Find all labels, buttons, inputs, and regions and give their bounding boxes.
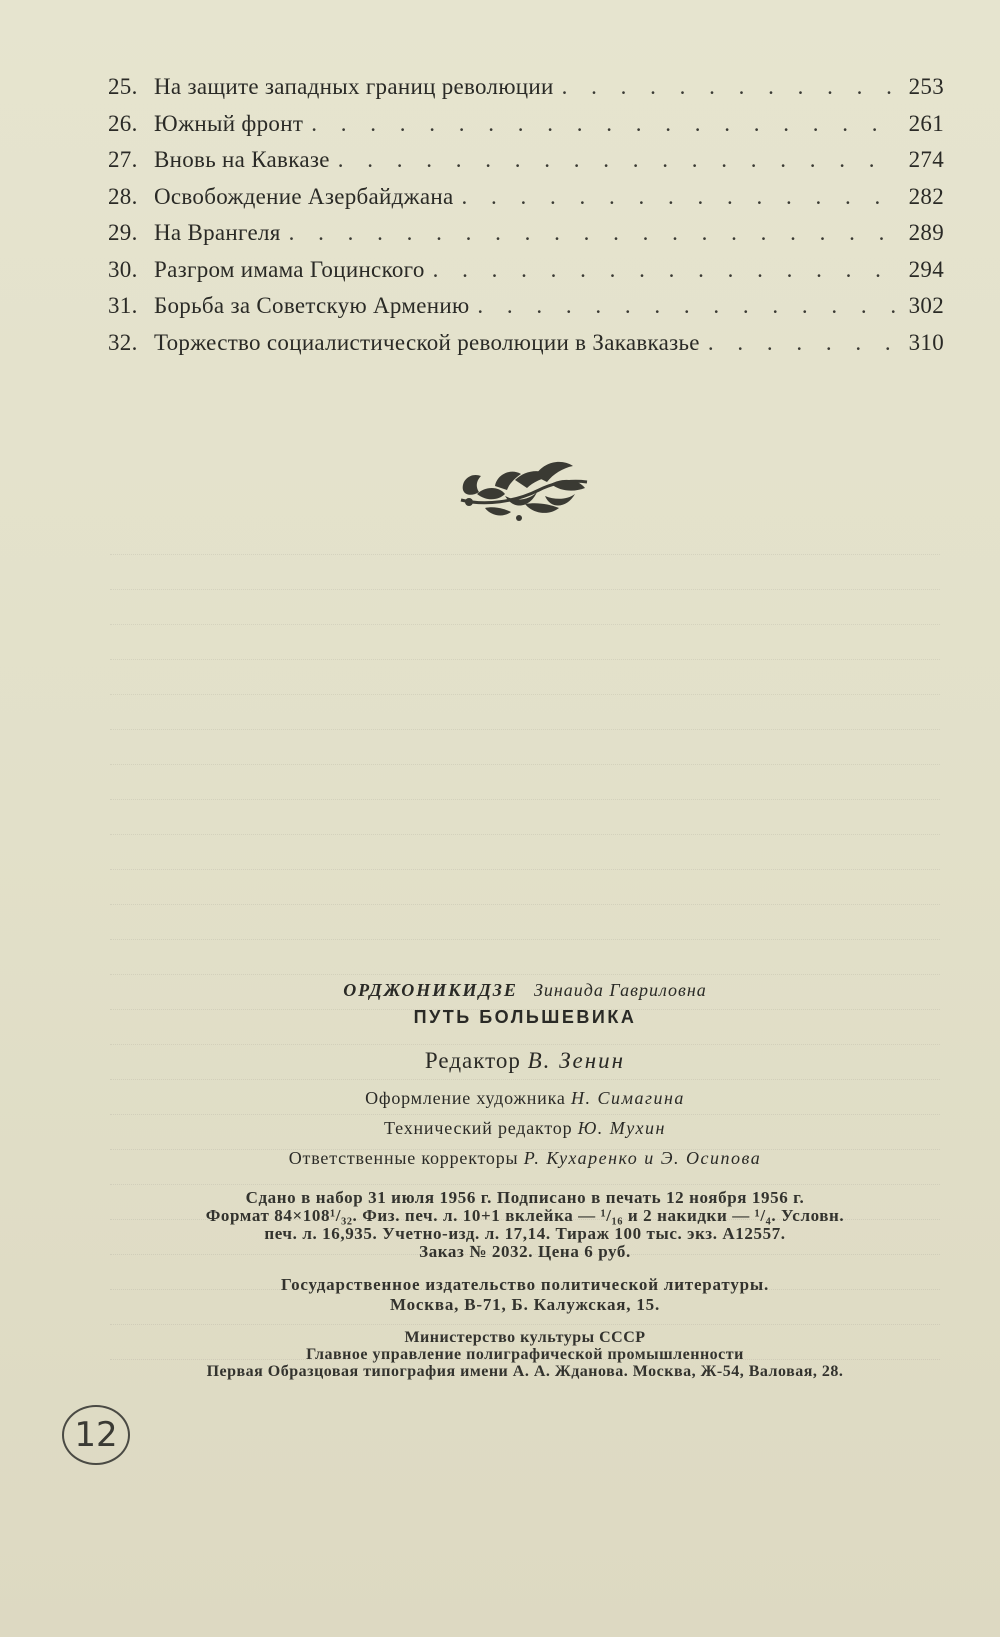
toc-number: 31. xyxy=(108,293,138,318)
toc-number: 30. xyxy=(108,256,138,282)
toc-leader-dots xyxy=(562,74,898,100)
toc-title: На защите западных границ революции xyxy=(154,74,554,99)
technical-editor-name: Ю. Мухин xyxy=(577,1118,666,1138)
toc-page-number: 253 xyxy=(908,74,944,99)
toc-leader-dots xyxy=(338,147,898,173)
toc-page-number: 261 xyxy=(908,110,944,136)
design-name: Н. Симагина xyxy=(570,1088,685,1108)
toc-entry xyxy=(108,74,944,111)
publisher-line: Москва, В-71, Б. Калужская, 15. xyxy=(390,1295,660,1314)
toc-number: 32. xyxy=(108,329,138,355)
toc-entry xyxy=(108,293,944,330)
table-of-contents xyxy=(108,74,944,366)
printer-line: Министерство культуры СССР xyxy=(404,1329,646,1346)
toc-title: На Врангеля xyxy=(154,220,281,245)
toc-entry xyxy=(108,184,944,221)
toc-number: 26. xyxy=(108,110,138,136)
imprint-line: Формат 84×108¹/₃₂. Физ. печ. л. 10+1 вклейка — ¹/₁₆ и 2 накидки — ¹/₄. Условн. xyxy=(205,1206,845,1225)
author-given-name: Зинаида Гавриловна xyxy=(533,980,707,1000)
toc-title: Освобождение Азербайджана xyxy=(154,183,454,209)
toc-title: Разгром имама Гоцинского xyxy=(154,256,425,282)
toc-leader-dots xyxy=(311,111,898,137)
proofreaders-label: Ответственные корректоры xyxy=(288,1148,519,1168)
proofreaders-name: Р. Кухаренко и Э. Осипова xyxy=(523,1148,762,1168)
toc-page-number: 302 xyxy=(908,293,944,318)
author-surname: ОРДЖОНИКИДЗЕ xyxy=(343,980,518,1000)
toc-leader-dots xyxy=(477,293,898,319)
design-credit xyxy=(90,1088,960,1109)
toc-title: Торжество социалистической революции в Закавказье xyxy=(154,329,700,355)
toc-entry xyxy=(108,111,944,148)
proofreaders-credit xyxy=(90,1148,960,1169)
printer-block xyxy=(90,1329,960,1380)
toc-entry xyxy=(108,220,944,257)
editor-label: Редактор xyxy=(424,1048,521,1073)
toc-entry xyxy=(108,147,944,184)
technical-editor-label: Технический редактор xyxy=(384,1118,573,1138)
floral-ornament-icon xyxy=(455,456,590,526)
design-label: Оформление художника xyxy=(365,1088,566,1108)
editor-credit xyxy=(90,1048,960,1074)
publisher-block xyxy=(90,1275,960,1315)
toc-leader-dots xyxy=(433,257,898,283)
toc-leader-dots xyxy=(708,330,898,356)
imprint-line: Заказ № 2032. Цена 6 руб. xyxy=(419,1242,631,1261)
toc-leader-dots xyxy=(461,184,898,210)
technical-editor-credit xyxy=(90,1118,960,1139)
toc-number: 28. xyxy=(108,183,138,209)
printer-line: Главное управление полиграфической промышленности xyxy=(306,1346,744,1363)
toc-title: Борьба за Советскую Армению xyxy=(154,293,470,318)
author-line xyxy=(90,980,960,1001)
colophon xyxy=(90,980,960,1380)
imprint-block xyxy=(90,1189,960,1261)
book-title: ПУТЬ БОЛЬШЕВИКА xyxy=(413,1007,637,1027)
toc-entry xyxy=(108,330,944,367)
toc-page-number: 294 xyxy=(908,256,944,282)
toc-number: 27. xyxy=(108,147,138,172)
toc-page-number: 310 xyxy=(908,329,944,355)
imprint-line: Сдано в набор 31 июля 1956 г. Подписано в печать 12 ноября 1956 г. xyxy=(245,1188,805,1207)
toc-page-number: 289 xyxy=(908,220,944,245)
toc-title: Вновь на Кавказе xyxy=(154,147,330,172)
editor-name: В. Зенин xyxy=(527,1048,626,1073)
toc-page-number: 274 xyxy=(908,147,944,172)
toc-entry xyxy=(108,257,944,294)
publisher-line: Государственное издательство политической литературы. xyxy=(280,1275,770,1294)
circled-number-stamp: 12 xyxy=(62,1405,130,1465)
imprint-line: печ. л. 16,935. Учетно-изд. л. 17,14. Тираж 100 тыс. экз. А12557. xyxy=(264,1224,786,1243)
toc-title: Южный фронт xyxy=(154,110,304,136)
printer-line: Первая Образцовая типография имени А. А. Жданова. Москва, Ж-54, Валовая, 28. xyxy=(206,1363,844,1380)
toc-leader-dots xyxy=(289,220,898,246)
toc-number: 25. xyxy=(108,74,138,99)
toc-number: 29. xyxy=(108,220,138,245)
toc-page-number: 282 xyxy=(908,183,944,209)
